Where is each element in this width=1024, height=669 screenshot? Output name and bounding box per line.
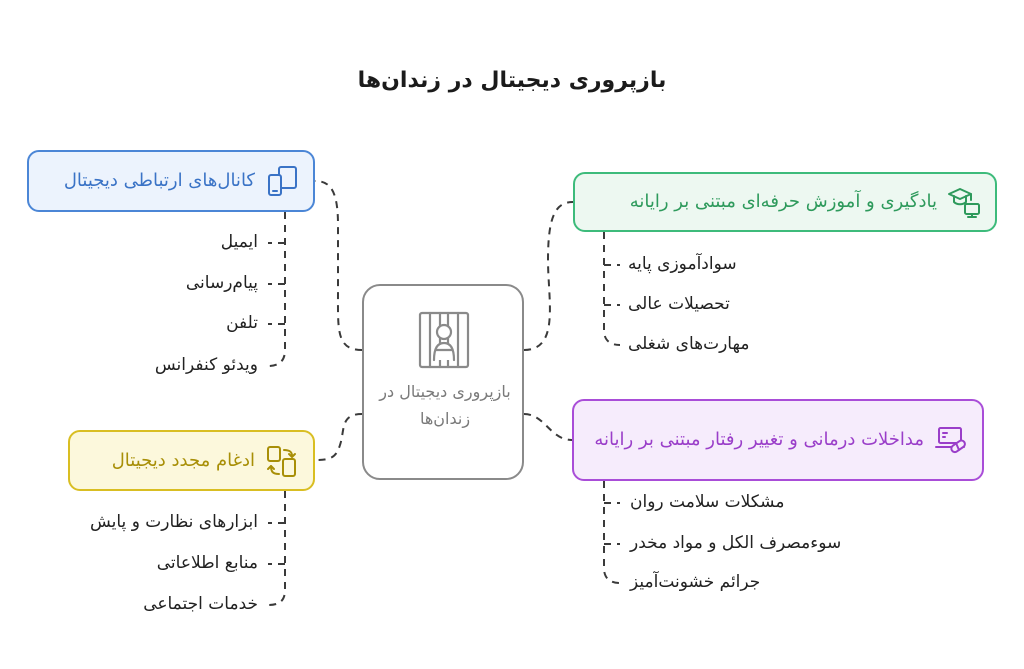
channels-item-phone: تلفن xyxy=(226,313,258,333)
center-node xyxy=(362,284,524,480)
channels-item-email: ایمیل xyxy=(220,232,258,252)
topic-therapy xyxy=(572,399,984,481)
page-title: بازپروری دیجیتال در زندان‌ها xyxy=(357,68,667,93)
laptop-medicine-icon xyxy=(934,423,968,457)
topic-reintegration-label: ادغام مجدد دیجیتال xyxy=(111,449,255,471)
topic-channels xyxy=(27,150,315,212)
devices-icon xyxy=(265,164,299,198)
learning-item-higher-education: تحصیلات عالی xyxy=(628,294,730,314)
topic-learning-label: یادگیری و آموزش حرفه‌ای مبتنی بر رایانه xyxy=(629,191,937,212)
topic-learning xyxy=(573,172,997,232)
reintegration-item-monitoring-tools: ابزارهای نظارت و پایش xyxy=(89,512,258,532)
center-label: بازپروری دیجیتال در زندان‌ها xyxy=(379,382,511,428)
topic-therapy-label: مداخلات درمانی و تغییر رفتار مبتنی بر رایانه xyxy=(594,429,924,450)
topic-reintegration xyxy=(68,430,315,491)
reintegration-item-social-services: خدمات اجتماعی xyxy=(143,594,258,614)
prisoner-behind-bars-icon xyxy=(416,310,472,370)
learning-item-job-skills: مهارت‌های شغلی xyxy=(628,334,750,354)
learning-item-literacy: سوادآموزی پایه xyxy=(628,254,737,274)
therapy-item-mental-health: مشکلات سلامت روان xyxy=(630,492,785,512)
topic-channels-label: کانال‌های ارتباطی دیجیتال xyxy=(63,170,255,191)
reintegration-item-information-resources: منابع اطلاعاتی xyxy=(156,553,258,573)
phone-sync-icon xyxy=(265,444,299,478)
therapy-item-violent-crimes: جرائم خشونت‌آمیز xyxy=(630,572,761,592)
channels-item-video-conference: ویدئو کنفرانس xyxy=(154,355,258,375)
channels-item-messaging: پیام‌رسانی xyxy=(185,273,258,293)
therapy-item-substance-abuse: سوءمصرف الکل و مواد مخدر xyxy=(630,533,842,553)
graduation-cap-computer-icon xyxy=(947,185,981,219)
